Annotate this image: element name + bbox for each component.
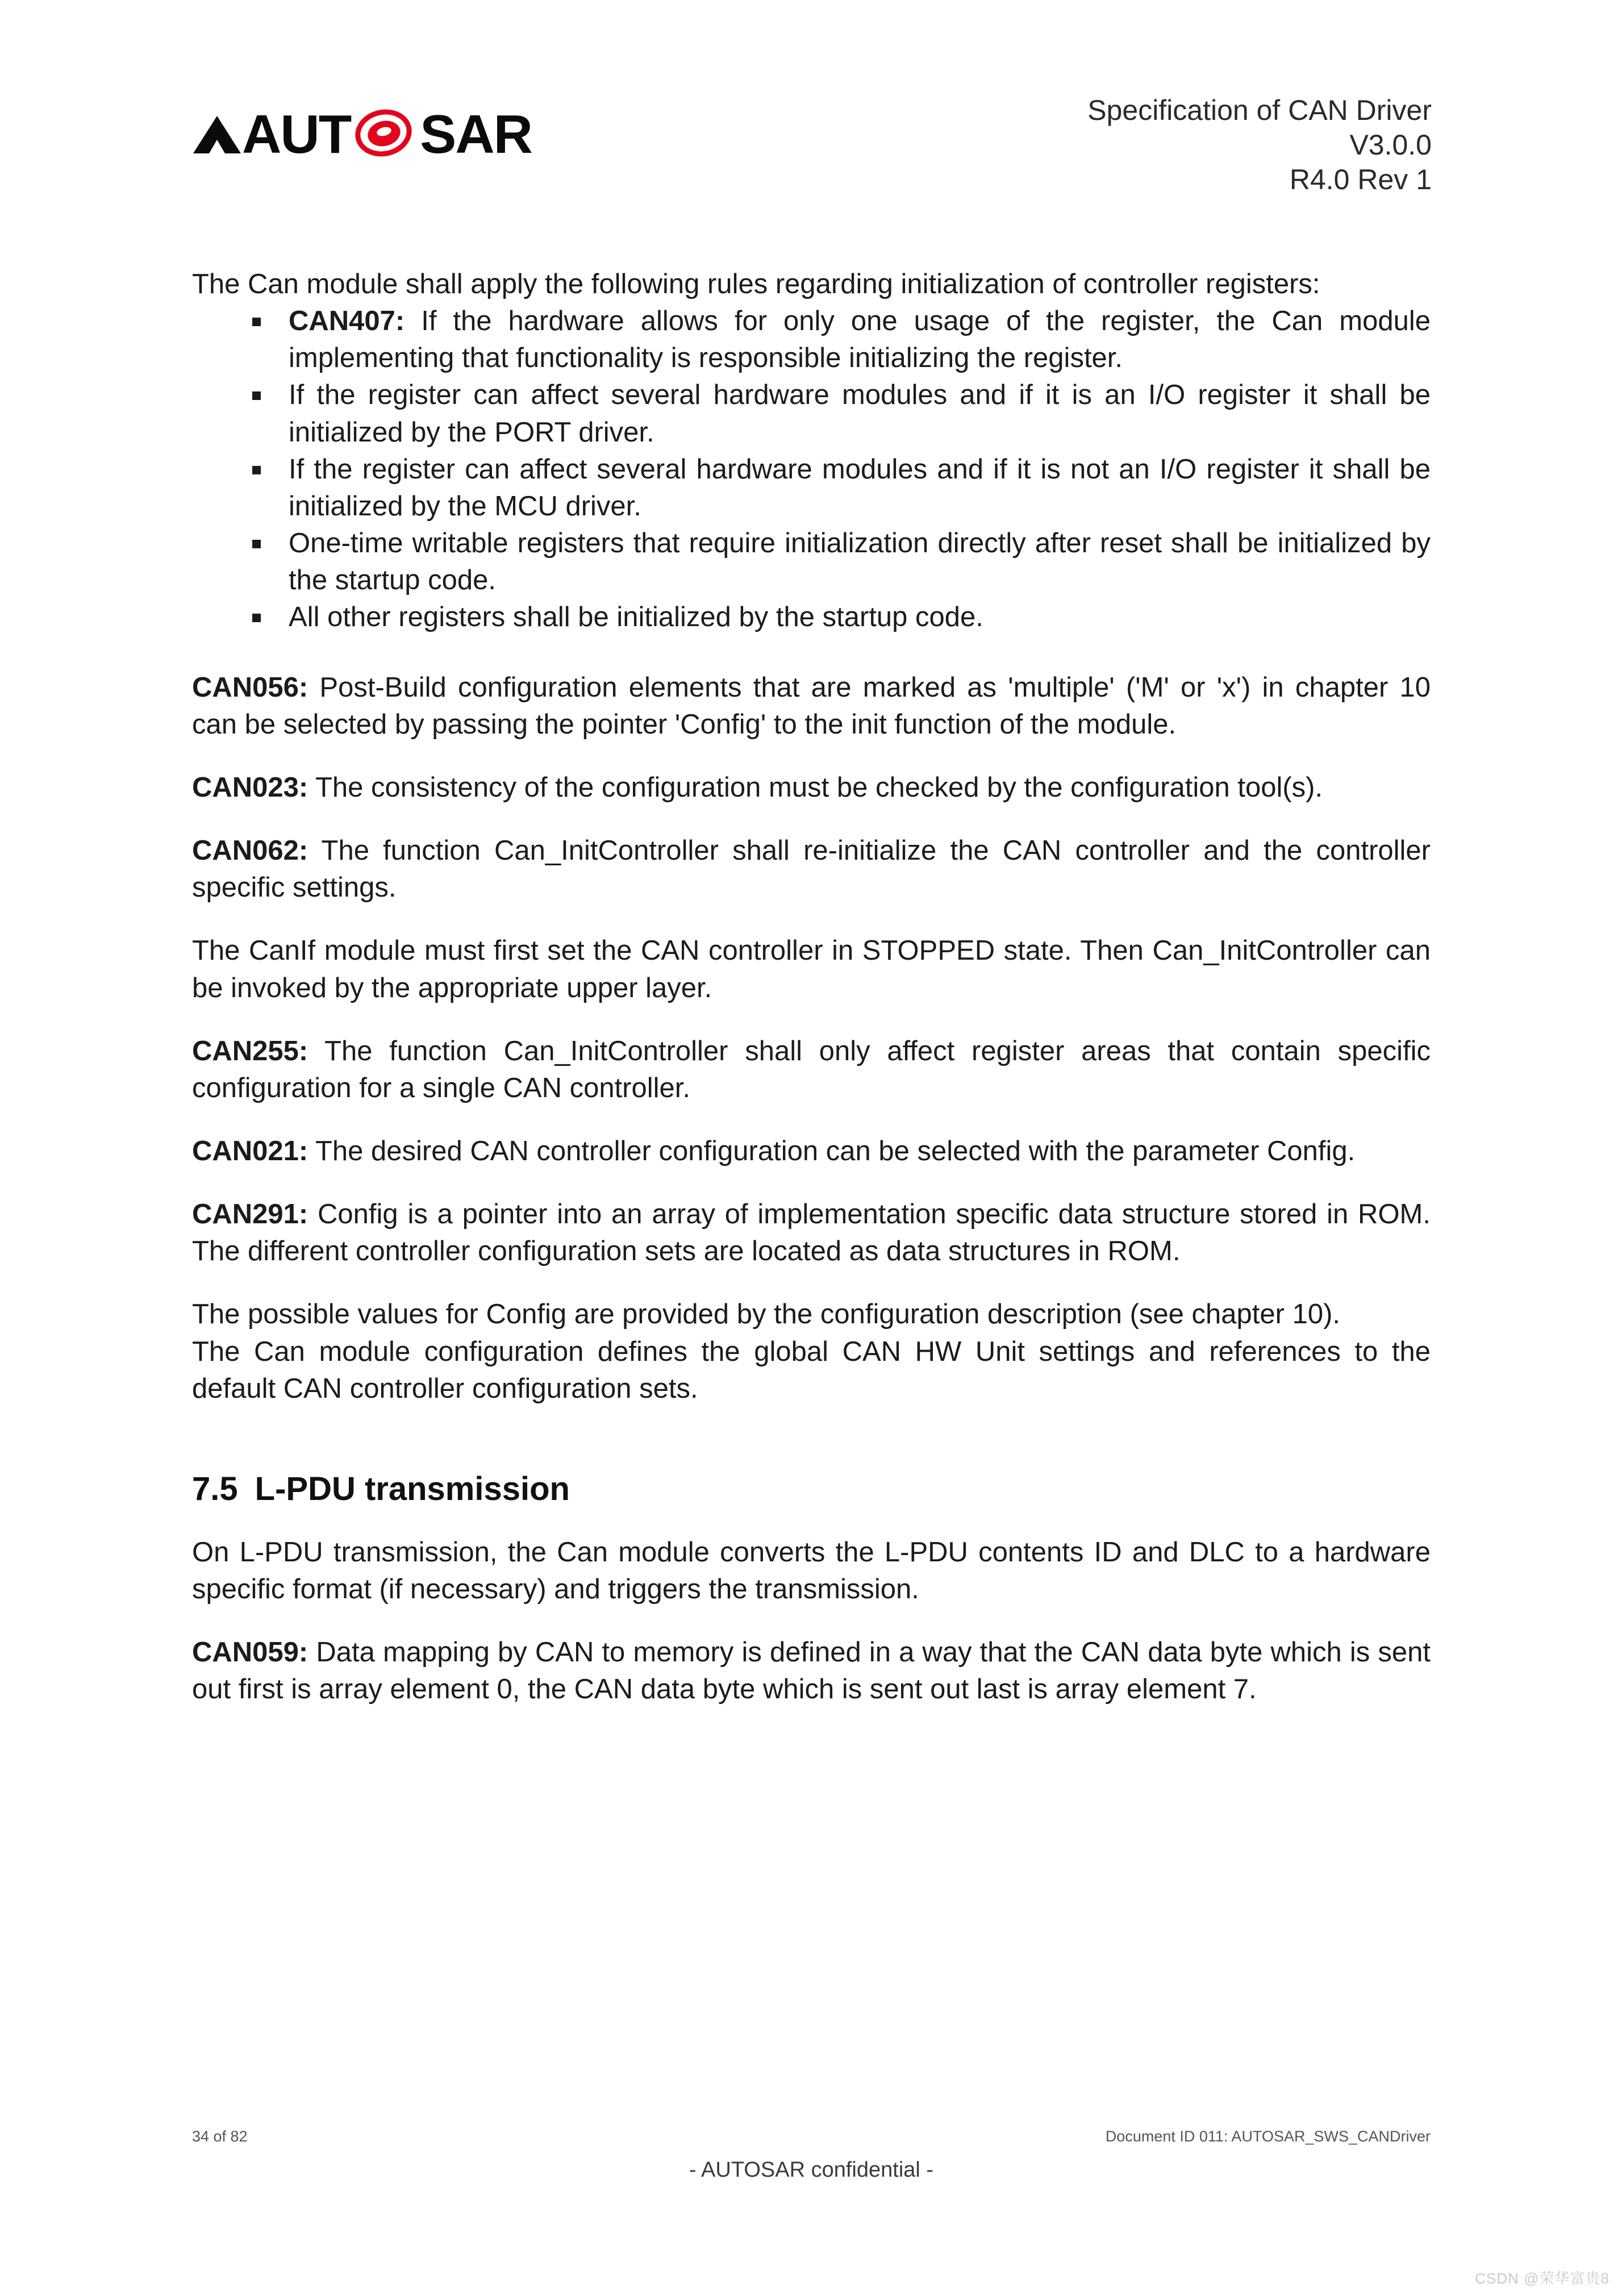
spacer	[192, 1170, 1431, 1196]
bullet-square-icon	[252, 318, 261, 326]
bullet-square-icon	[252, 391, 261, 400]
spacer	[192, 1608, 1431, 1634]
list-item-text: If the register can affect several hardware modules and if it is not an I/O register it shall be initialized by the MCU driver.	[289, 453, 1431, 522]
bullet-square-icon	[252, 466, 261, 474]
page-footer	[192, 2128, 1431, 2202]
csdn-watermark: CSDN @荣华富贵8	[1475, 2270, 1610, 2287]
paragraph-canif: The CanIf module must first set the CAN controller in STOPPED state. Then Can_InitController can be invoked by the appropriate upper layer.	[192, 935, 1431, 1003]
header-title-block	[1087, 91, 1432, 197]
logo-o-emblem-icon	[353, 107, 419, 162]
paragraph-can021	[192, 1133, 1431, 1170]
section-number: 7.5	[192, 1470, 238, 1507]
header-doc-title: Specification of CAN Driver	[1087, 94, 1432, 126]
spacer	[192, 1107, 1431, 1133]
spacer	[192, 743, 1431, 769]
list-item	[237, 599, 1431, 636]
bullet-square-icon	[252, 540, 261, 548]
footer-page-number: 34 of 82	[192, 2128, 248, 2145]
initialization-rules-list	[237, 303, 1431, 636]
footer-top-row	[192, 2128, 1431, 2145]
requirement-id: CAN059:	[192, 1637, 308, 1668]
spacer	[192, 906, 1431, 932]
paragraph-text: The consistency of the configuration must be checked by the configuration tool(s).	[308, 772, 1323, 803]
spacer	[192, 1270, 1431, 1296]
bullet-square-icon	[252, 614, 261, 622]
footer-confidential-notice: - AUTOSAR confidential -	[689, 2158, 934, 2182]
paragraph-can291	[192, 1196, 1431, 1270]
spacer	[192, 806, 1431, 832]
header-doc-release: R4.0 Rev 1	[1289, 164, 1432, 195]
autosar-logo	[193, 103, 532, 166]
list-item	[237, 377, 1431, 451]
section-title: L-PDU transmission	[255, 1470, 570, 1507]
paragraph-text: Post-Build configuration elements that are marked as 'multiple' ('M' or 'x') in chapter 10 can be selected by passing the pointer 'Config' to the init function of the module.	[192, 672, 1431, 740]
paragraph-can059	[192, 1634, 1431, 1708]
list-item	[237, 451, 1431, 525]
paragraph-text: The function Can_InitController shall only affect register areas that contain specific configuration for a single CAN controller.	[192, 1035, 1431, 1103]
list-item	[237, 303, 1431, 377]
paragraph-can062	[192, 832, 1431, 906]
requirement-id: CAN021:	[192, 1135, 308, 1166]
logo-text-part2: SAR	[420, 104, 532, 165]
logo-text-part1: AUT	[242, 104, 351, 165]
paragraph-lpdu: On L-PDU transmission, the Can module converts the L-PDU contents ID and DLC to a hardware specific format (if necessary) and triggers the transmission.	[192, 1536, 1431, 1605]
requirement-id: CAN056:	[192, 672, 308, 703]
section-heading-7-5	[192, 1470, 1431, 1508]
paragraph-can-module-config: The Can module configuration defines the global CAN HW Unit settings and references to the default CAN controller configuration sets.	[192, 1336, 1431, 1404]
paragraph-can255	[192, 1033, 1431, 1107]
list-item-text: If the hardware allows for only one usage of the register, the Can module implementing that functionality is responsible initializing the register.	[289, 306, 1431, 374]
paragraph-text: The function Can_InitController shall re-initialize the CAN controller and the controller specific settings.	[192, 835, 1431, 903]
paragraph-text: The desired CAN controller configuration can be selected with the parameter Config.	[308, 1135, 1356, 1166]
footer-document-id: Document ID 011: AUTOSAR_SWS_CANDriver	[1105, 2128, 1431, 2145]
list-item-text: One-time writable registers that require initialization directly after reset shall be initialized by the startup code.	[289, 528, 1431, 596]
intro-paragraph: The Can module shall apply the following rules regarding initialization of controller registers:	[192, 269, 1320, 299]
paragraph-text: Config is a pointer into an array of implementation specific data structure stored in ROM. The different controller configuration sets are located as data structures in ROM.	[192, 1199, 1431, 1267]
header-doc-version: V3.0.0	[1349, 129, 1432, 161]
requirement-id: CAN023:	[192, 772, 308, 803]
list-item-text: If the register can affect several hardware modules and if it is an I/O register it shall be initialized by the PORT driver.	[289, 380, 1431, 448]
paragraph-can023	[192, 769, 1431, 806]
list-item-text: All other registers shall be initialized by the startup code.	[289, 602, 983, 633]
requirement-id: CAN062:	[192, 835, 308, 866]
paragraph-can056	[192, 669, 1431, 743]
logo-letter-a-icon	[193, 116, 241, 153]
logo-wordmark	[193, 104, 532, 165]
paragraph-possible-values: The possible values for Config are provided by the configuration description (see chapter 10).	[192, 1299, 1341, 1330]
paragraph-text: Data mapping by CAN to memory is defined in a way that the CAN data byte which is sent out first is array element 0, the CAN data byte which is sent out last is array element 7.	[192, 1637, 1431, 1705]
spacer	[192, 1007, 1431, 1033]
spacer	[192, 1508, 1431, 1534]
requirement-id: CAN291:	[192, 1199, 308, 1230]
list-item	[237, 525, 1431, 599]
requirement-id: CAN407:	[289, 306, 405, 337]
spacer	[192, 1407, 1431, 1470]
spacer	[192, 636, 1431, 669]
requirement-id: CAN255:	[192, 1035, 308, 1066]
document-content	[192, 266, 1431, 1709]
page-header	[193, 91, 1432, 197]
